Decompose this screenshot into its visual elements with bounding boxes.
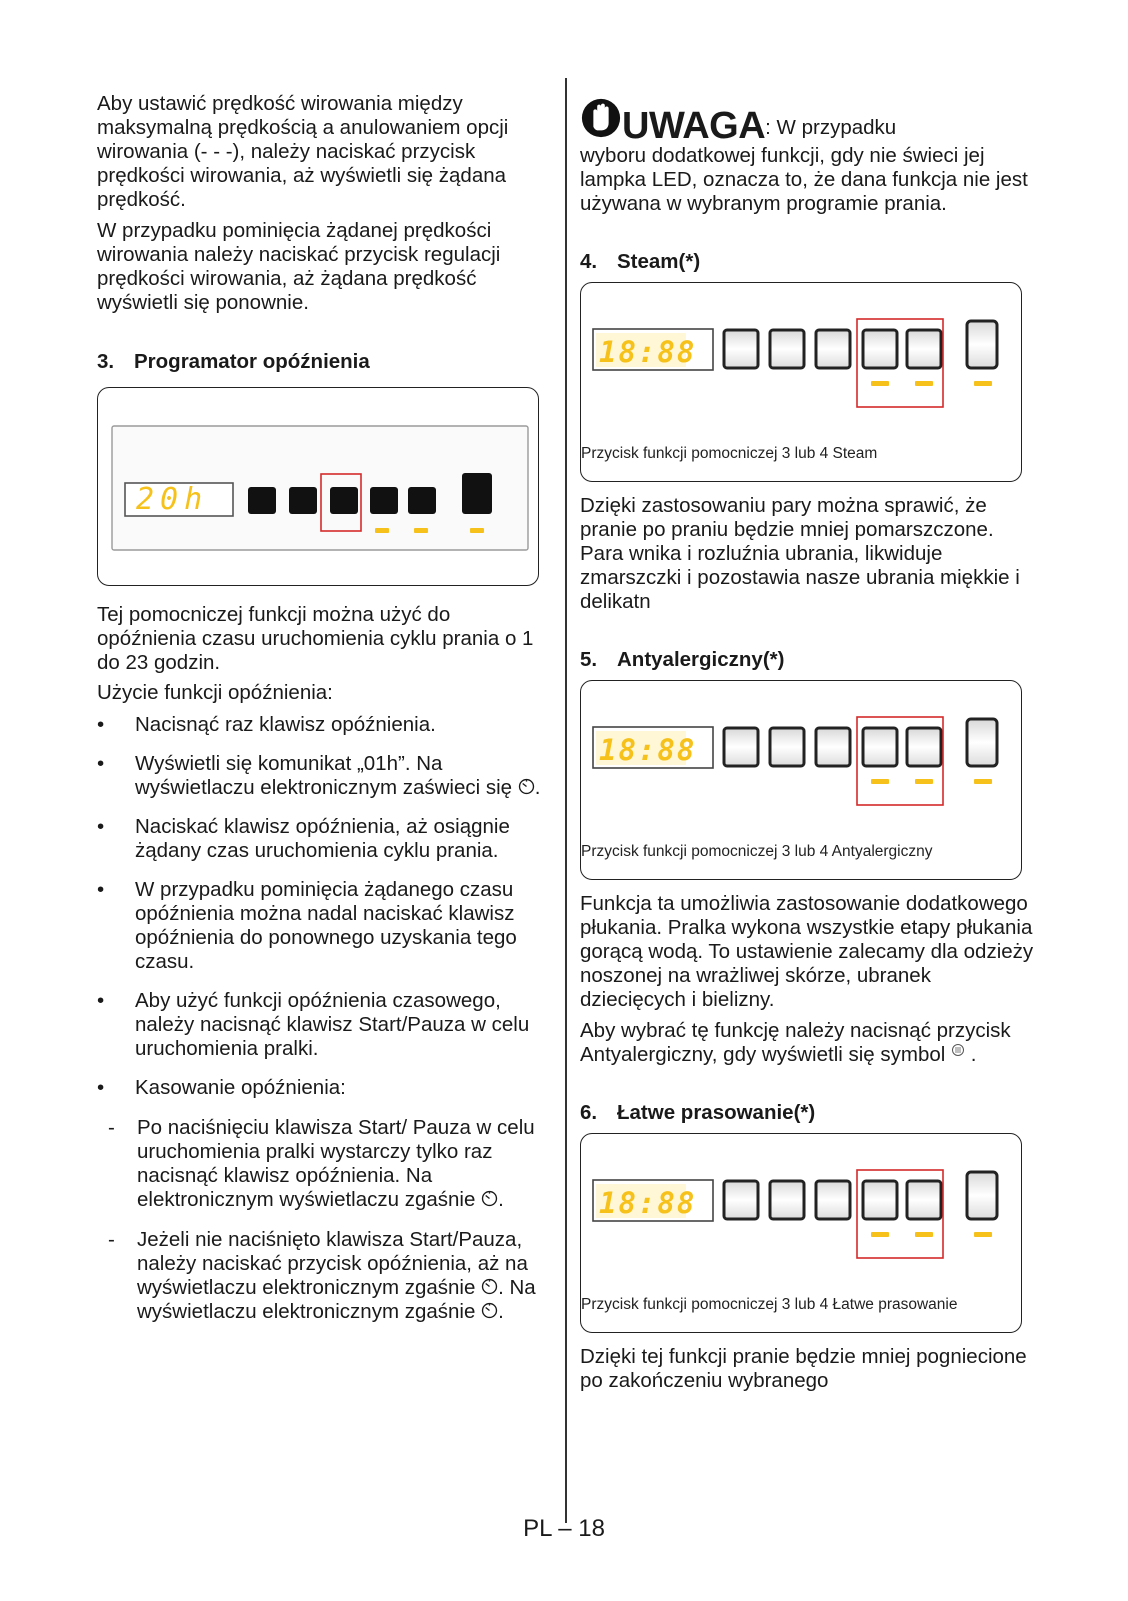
spin-speed-paragraph: Aby ustawić prędkość wirowania między maksymalną prędkością a anulowaniem opcji wirowania (- - -), należy naciskać przycisk prędkości wirowania, aż wyświetli się żądana prędkość.	[97, 92, 509, 211]
section-heading-easy-ironing	[580, 1101, 1035, 1125]
delay-panel-illustration	[97, 387, 539, 586]
clock-icon	[481, 1278, 498, 1295]
section-number: 4.	[580, 250, 598, 273]
warning-label: UWAGA	[622, 105, 766, 147]
list-item: • Aby użyć funkcji opóźnienia czasowego, należy nacisnąć klawisz Start/Pauza w celu uruchomienia pralki.	[97, 989, 552, 1061]
delay-usage-intro: Użycie funkcji opóźnienia:	[97, 681, 333, 704]
display-readout: 18:88	[599, 1186, 697, 1220]
right-column	[580, 96, 1035, 1393]
delay-steps-list	[97, 713, 552, 1100]
section-title: Antyalergiczny(*)	[617, 648, 785, 671]
delay-cancel-list	[97, 1116, 552, 1324]
figure-caption: Przycisk funkcji pomocniczej 3 lub 4 Steam	[581, 445, 878, 462]
section-number: 3.	[97, 350, 115, 373]
delay-description: Tej pomocniczej funkcji można użyć do opóźnienia czasu uruchomienia cyklu prania o 1 do 23 godzin.	[97, 603, 534, 674]
spin-speed-skip-paragraph: W przypadku pominięcia żądanej prędkości wirowania należy naciskać przycisk regulacji prędkości wirowania, aż żądana prędkość wyświetli się ponownie.	[97, 219, 501, 314]
delay-display-readout: 20h	[136, 482, 209, 517]
easy-ironing-panel-illustration	[580, 1133, 1022, 1333]
warning-text: wyboru dodatkowej funkcji, gdy nie świeci jej lampka LED, oznacza to, że dana funkcja nie jest używana w wybranym programie prania.	[580, 144, 1028, 215]
list-item: • W przypadku pominięcia żądanego czasu opóźnienia można nadal naciskać klawisz opóźnienia do ponownego uzyskania tego czasu.	[97, 878, 552, 974]
section-heading-steam	[580, 250, 1035, 274]
display-readout: 18:88	[599, 733, 697, 767]
section-heading-antiallergic	[580, 648, 1035, 672]
warning-text-first: : W przypadku	[765, 116, 897, 139]
list-item: • Naciskać klawisz opóźnienia, aż osiągnie żądany czas uruchomienia cyklu prania.	[97, 815, 552, 863]
antiallergic-panel-illustration	[580, 680, 1022, 880]
antiallergic-symbol-icon	[951, 1043, 965, 1057]
steam-panel-illustration	[580, 282, 1022, 482]
stop-hand-icon	[580, 96, 622, 140]
steam-description: Dzięki zastosowaniu pary można sprawić, że pranie po praniu będzie mniej pomarszczone. Para wnika i rozluźnia ubrania, likwiduje zmarszczki i pozostawia nasze ubrania miękkie i delikatn	[580, 494, 1020, 613]
list-item: • Wyświetli się komunikat „01h”. Na wyświetlaczu elektronicznym zaświeci się .	[97, 752, 552, 800]
section-number: 5.	[580, 648, 598, 671]
clock-icon	[481, 1190, 498, 1207]
section-title: Łatwe prasowanie(*)	[617, 1101, 816, 1124]
clock-icon	[518, 778, 535, 795]
warning-note	[580, 96, 1035, 216]
section-heading-delay	[97, 350, 552, 374]
control-panel-graphic	[98, 388, 540, 587]
list-item: • Kasowanie opóźnienia:	[97, 1076, 552, 1100]
section-title: Programator opóźnienia	[134, 350, 370, 373]
list-item: - Po naciśnięciu klawisza Start/ Pauza w celu uruchomienia pralki wystarczy tylko raz nacisnąć klawisz opóźnienia. Na elektronicznym wyświetlaczu zgaśnie .	[97, 1116, 552, 1212]
page-number: PL – 18	[523, 1515, 605, 1542]
clock-icon	[481, 1302, 498, 1319]
list-item: - Jeżeli nie naciśnięto klawisza Start/Pauza, należy naciskać przycisk opóźnienia, aż na wyświetlaczu elektronicznym zgaśnie . Na wyświetlaczu elektronicznym zgaśnie .	[97, 1228, 552, 1324]
list-item: • Nacisnąć raz klawisz opóźnienia.	[97, 713, 552, 737]
antiallergic-usage: Aby wybrać tę funkcję należy nacisnąć przycisk Antyalergiczny, gdy wyświetli się symbol .	[580, 1019, 1011, 1066]
section-title: Steam(*)	[617, 250, 701, 273]
left-column	[97, 92, 552, 1340]
section-number: 6.	[580, 1101, 598, 1124]
figure-caption: Przycisk funkcji pomocniczej 3 lub 4 Antyalergiczny	[581, 843, 933, 860]
antiallergic-description: Funkcja ta umożliwia zastosowanie dodatkowego płukania. Pralka wykona wszystkie etapy płukania gorącą wodą. To ustawienie zalecamy dla odzieży noszonej na wrażliwej skórze, ubranek dziecięcych i bielizny.	[580, 892, 1034, 1011]
column-divider	[565, 78, 567, 1523]
easy-ironing-description: Dzięki tej funkcji pranie będzie mniej pogniecione po zakończeniu wybranego	[580, 1345, 1027, 1392]
figure-caption: Przycisk funkcji pomocniczej 3 lub 4 Łatwe prasowanie	[581, 1296, 958, 1313]
display-readout: 18:88	[599, 335, 697, 369]
